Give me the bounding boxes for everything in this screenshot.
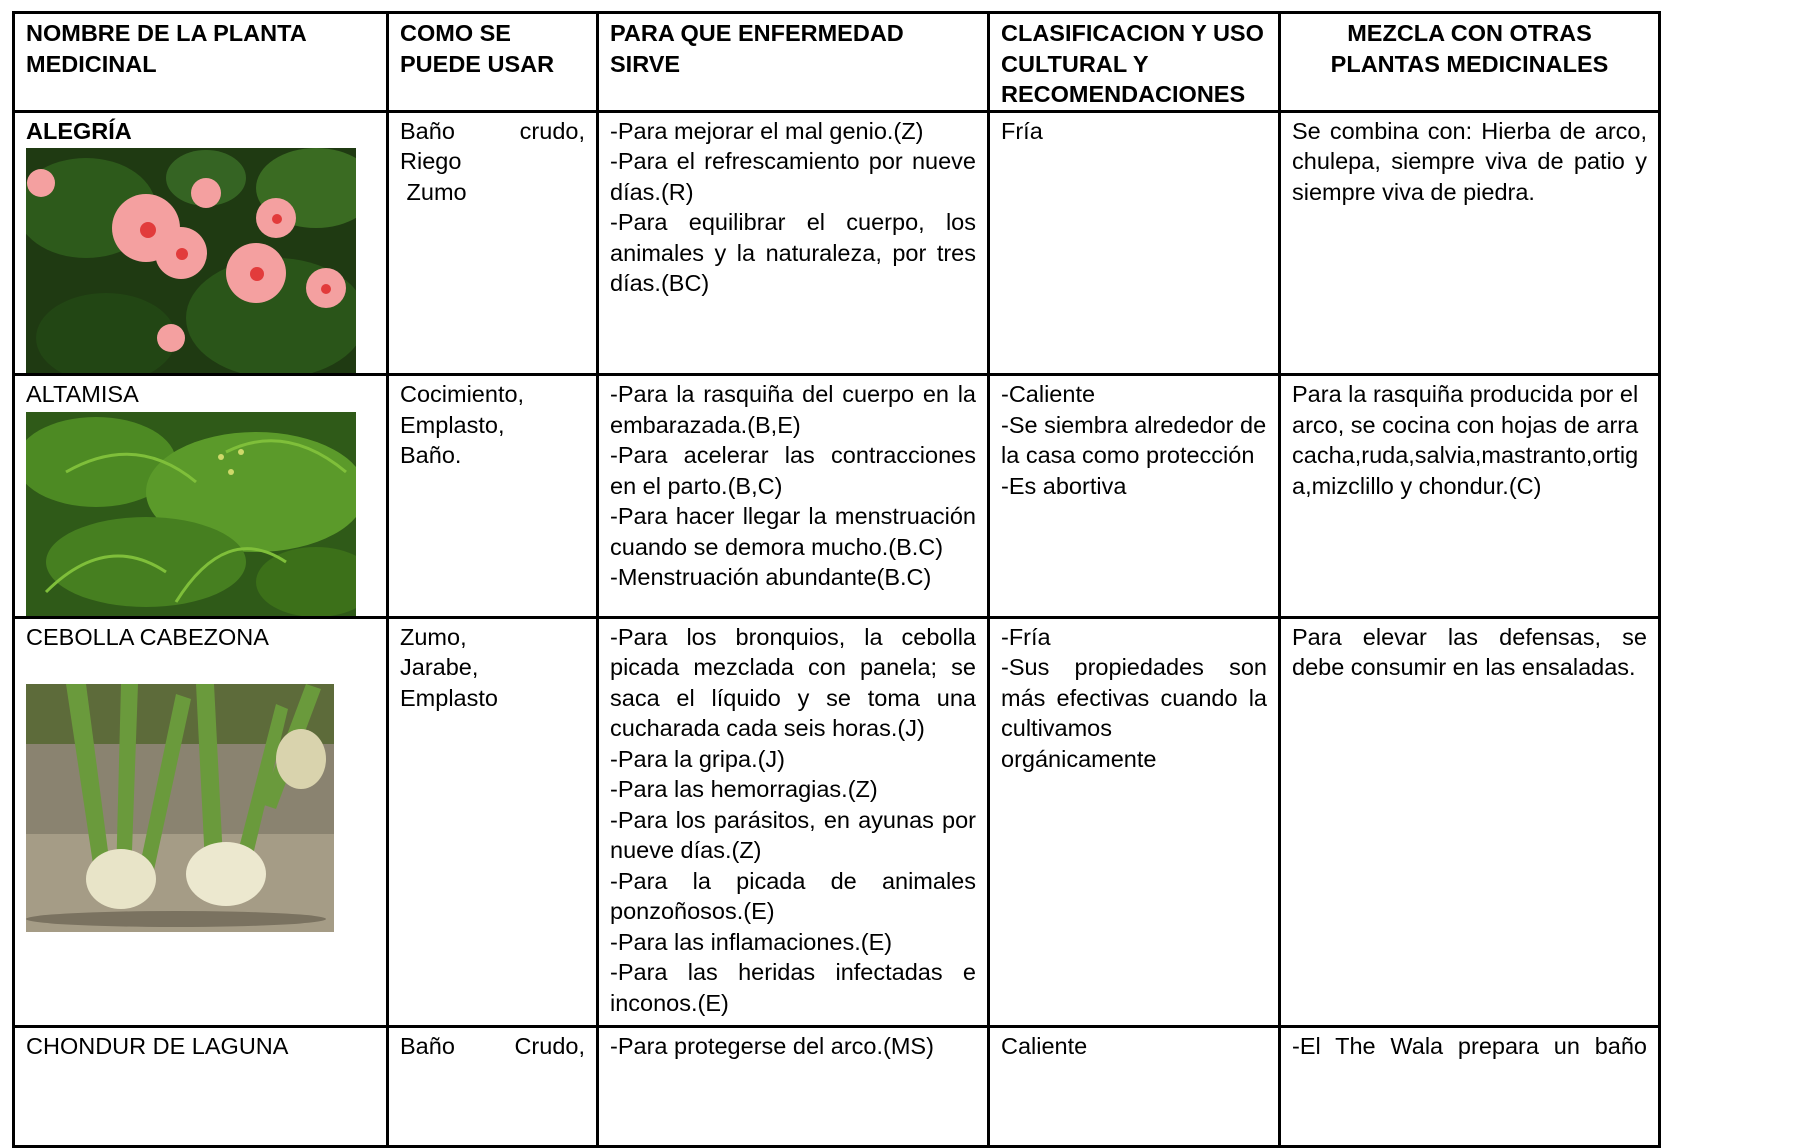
- uses-cell: Cocimiento, Emplasto, Baño.: [388, 375, 598, 618]
- plant-name-cell: [14, 617, 388, 1026]
- uses-cell: Zumo, Jarabe, Emplasto: [388, 617, 598, 1026]
- plant-name: ALTAMISA: [26, 381, 139, 407]
- header-classification: CLASIFICACION Y USO CULTURAL Y RECOMENDACIONES: [989, 13, 1280, 112]
- altamisa-plant-photo: [26, 412, 375, 616]
- header-how-to-use: COMO SE PUEDE USAR: [388, 13, 598, 112]
- table-row: [14, 375, 1660, 618]
- disease-cell: -Para los bronquios, la cebolla picada mezclada con panela; se saca el líquido y se toma una cucharada cada seis horas.(J) -Para la gripa.(J) -Para las hemorragias.(Z) -Para los parásitos, en ayunas por nueve días.(Z) -Para la picada de animales ponzoñosos.(E) -Para las inflamaciones.(E) -Para las heridas infectadas e inconos.(E): [598, 617, 989, 1026]
- table-row: [14, 111, 1660, 375]
- uses-cell: Baño crudo, Riego Zumo: [388, 111, 598, 375]
- classification-cell: Caliente: [989, 1026, 1280, 1146]
- plant-name-cell: [14, 1026, 388, 1146]
- mix-cell: Para la rasquiña producida por el arco, se cocina con hojas de arracacha,ruda,salvia,mastranto,ortiga,mizclillo y chondur.(C): [1280, 375, 1660, 618]
- disease-cell: -Para la rasquiña del cuerpo en la embarazada.(B,E) -Para acelerar las contracciones en el parto.(B,C) -Para hacer llegar la menstruación cuando se demora mucho.(B.C) -Menstruación abundante(B.C): [598, 375, 989, 618]
- table-row: [14, 617, 1660, 1026]
- medicinal-plants-table: [12, 11, 1661, 1148]
- header-mix: MEZCLA CON OTRAS PLANTAS MEDICINALES: [1280, 13, 1660, 112]
- classification-cell: Fría: [989, 111, 1280, 375]
- plant-name: ALEGRÍA: [26, 117, 132, 144]
- header-row: [14, 13, 1660, 112]
- header-disease: PARA QUE ENFERMEDAD SIRVE: [598, 13, 989, 112]
- mix-cell: Para elevar las defensas, se debe consumir en las ensaladas.: [1280, 617, 1660, 1026]
- mix-cell: -El The Wala prepara un baño: [1280, 1026, 1660, 1146]
- header-plant-name: NOMBRE DE LA PLANTA MEDICINAL: [14, 13, 388, 112]
- classification-cell: -Fría -Sus propiedades son más efectivas cuando la cultivamos orgánicamente: [989, 617, 1280, 1026]
- disease-cell: -Para protegerse del arco.(MS): [598, 1026, 989, 1146]
- plant-name-cell: [14, 111, 388, 375]
- uses-cell: Baño Crudo,: [388, 1026, 598, 1146]
- impatiens-flower-photo: [26, 148, 375, 373]
- mix-cell: Se combina con: Hierba de arco, chulepa, siempre viva de patio y siempre viva de piedra.: [1280, 111, 1660, 375]
- plant-name: CEBOLLA CABEZONA: [26, 623, 269, 650]
- plant-name: CHONDUR DE LAGUNA: [26, 1032, 289, 1059]
- classification-cell: -Caliente -Se siembra alrededor de la casa como protección -Es abortiva: [989, 375, 1280, 618]
- onion-plant-photo: [26, 684, 375, 932]
- disease-cell: -Para mejorar el mal genio.(Z) -Para el refrescamiento por nueve días.(R) -Para equilibrar el cuerpo, los animales y la naturaleza, por tres días.(BC): [598, 111, 989, 375]
- table-row: [14, 1026, 1660, 1146]
- plant-name-cell: [14, 375, 388, 618]
